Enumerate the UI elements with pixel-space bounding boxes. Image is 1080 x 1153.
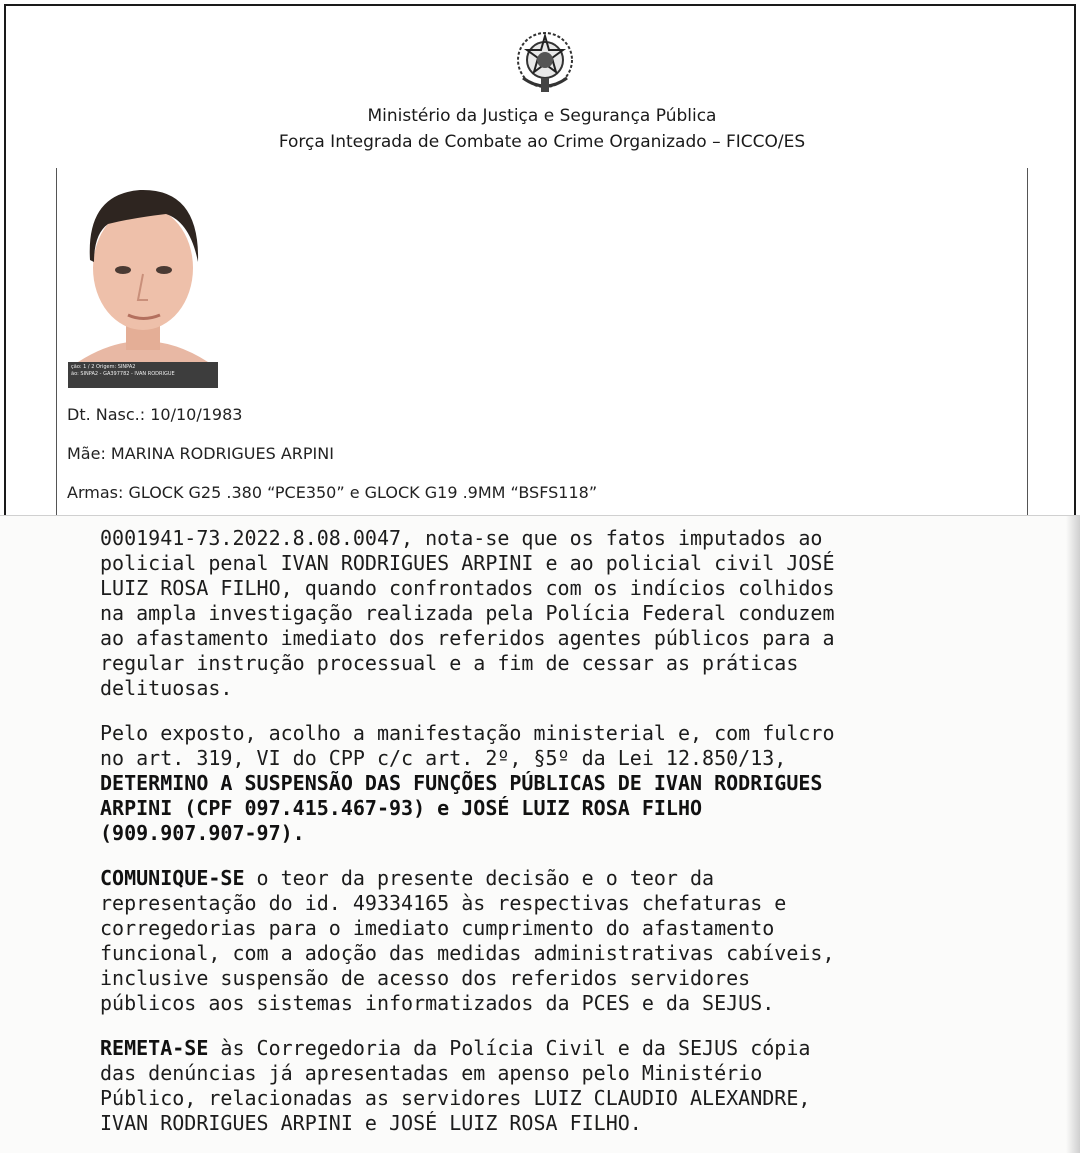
comunique-se-keyword: COMUNIQUE-SE <box>100 866 245 890</box>
decision-paragraph-1: 0001941-73.2022.8.08.0047, nota-se que os fatos imputados ao policial penal IVAN RODRIGUES ARPINI e ao policial civil JOSÉ LUIZ ROSA FILHO, quando confrontados com os indícios colhidos na ampla investigação realizada pela Polícia Federal conduzem ao afastamento imediato dos referidos agentes públicos para a regular instrução processual e a fim de cessar as práticas delituosas. <box>100 526 835 700</box>
mother-name-field: Mãe: MARINA RODRIGUES ARPINI <box>67 444 334 463</box>
court-decision-excerpt <box>0 515 1080 1153</box>
photo-caption-line-2: ão: SINPA2 - GA397782 - IVAN RODRIGUE <box>71 371 175 377</box>
decision-paragraph-2 <box>100 721 924 846</box>
decision-paragraph-3-text: o teor da presente decisão e o teor da representação do id. 49334165 às respectivas chefaturas e corregedorias para o imediato cumprimento do afastamento funcional, com a adoção das medidas administrativas cabíveis, inclusive suspensão de acesso dos referidos servidores públicos aos sistemas informatizados da PCES e da SEJUS. <box>100 866 835 1015</box>
decision-paragraph-2-intro: Pelo exposto, acolho a manifestação ministerial e, com fulcro no art. 319, VI do CPP c/c art. 2º, §5º da Lei 12.850/13, <box>100 721 835 770</box>
suspect-photo <box>68 170 218 388</box>
police-record-sheet <box>4 4 1076 515</box>
task-force-title: Força Integrada de Combate ao Crime Organizado – FICCO/ES <box>278 132 806 152</box>
page-edge-shadow <box>1066 516 1080 1153</box>
suspension-order: DETERMINO A SUSPENSÃO DAS FUNÇÕES PÚBLICAS DE IVAN RODRIGUES ARPINI (CPF 097.415.467-93) e JOSÉ LUIZ ROSA FILHO (909.907.907-97). <box>100 771 823 845</box>
ministry-title: Ministério da Justiça e Segurança Pública <box>367 106 717 126</box>
decision-paragraph-3 <box>100 866 924 1016</box>
photo-caption <box>68 362 218 388</box>
remeta-se-keyword: REMETA-SE <box>100 1036 209 1060</box>
coat-of-arms-emblem <box>511 28 579 96</box>
photo-caption-line-1: ção: 1 / 2 Origem: SINPA2 <box>71 364 136 370</box>
frame-right-line <box>1027 168 1028 517</box>
birth-date-field: Dt. Nasc.: 10/10/1983 <box>67 405 243 424</box>
weapons-field: Armas: GLOCK G25 .380 “PCE350” e GLOCK G19 .9MM “BSFS118” <box>67 483 598 502</box>
decision-paragraph-4-text: às Corregedoria da Polícia Civil e da SEJUS cópia das denúncias já apresentadas em apenso pelo Ministério Público, relacionadas as servidores LUIZ CLAUDIO ALEXANDRE, IVAN RODRIGUES ARPINI e JOSÉ LUIZ ROSA FILHO. <box>100 1036 811 1135</box>
frame-left-line <box>56 168 57 517</box>
decision-paragraph-4 <box>100 1036 924 1136</box>
